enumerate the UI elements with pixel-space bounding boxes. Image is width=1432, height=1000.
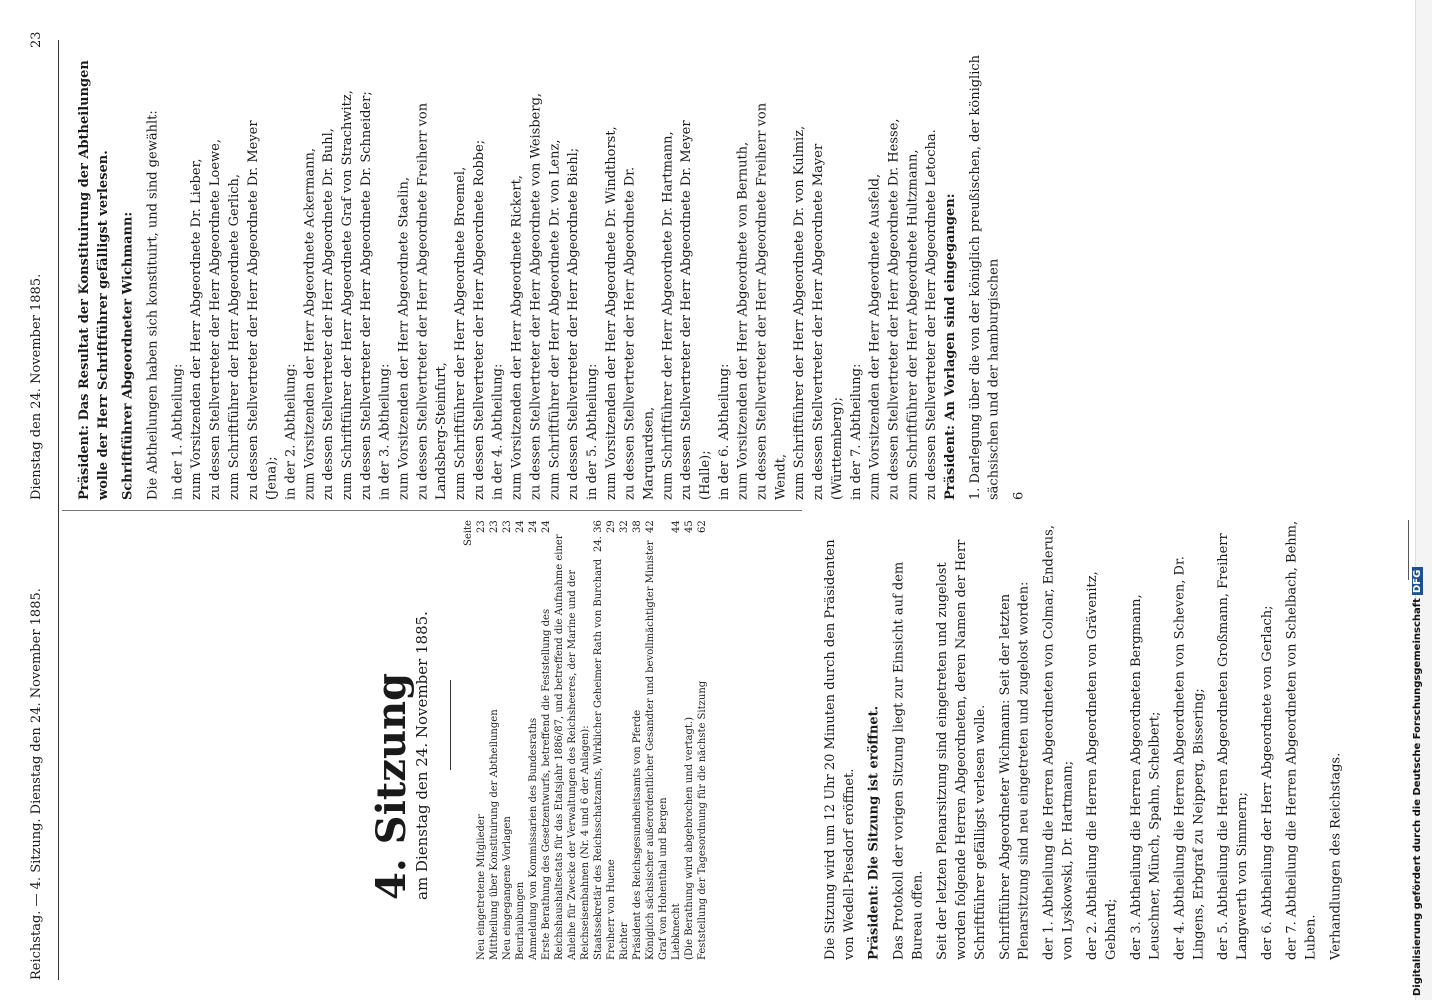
toc-entry [488, 520, 501, 960]
title-rule [450, 680, 451, 770]
toc-entry [514, 520, 527, 960]
body-paragraph: der 1. Abtheilung die Herren Abgeordneten von Colmar, Enderus, von Lyskowski, Dr. Hartmann; [1041, 525, 1076, 960]
body-paragraph: der 2. Abtheilung die Herren Abgeordneten von Grävenitz, Gebhard; [1085, 571, 1119, 960]
body-paragraph: Die Sitzung wird um 12 Uhr 20 Minuten durch den Präsidenten von Wedell-Piesdorf eröffnet. [823, 539, 857, 960]
toc-entry-page: 62 [697, 520, 708, 533]
toc-entry-text: Staatssekretär des Reichsschatzamts, Wirklicher Geheimer Rath von Burchard [593, 558, 604, 960]
division-member: zum Schriftführer der Herr Abgeordnete Dr. von Kulmiz, [792, 125, 808, 500]
division-member: zum Vorsitzenden der Herr Abgeordnete Rickert, [509, 175, 525, 500]
toc-entry-text: Erste Berathung des Gesetzentwurfs, betreffend die Feststellung des Reichshaushaltsetats für das Etatsjahr 1886/87, und betreffend die Aufnahme einer Anleihe für Zwecke der Verwaltungen des Reichsheeres, der Marine und der Reichseisenbahnen (Nr. 4 und 6 der Anlagen): [541, 534, 591, 960]
division-member: zu dessen Stellvertreter der Herr Abgeordnete Dr. Meyer (Jena); [245, 120, 280, 500]
toc-entry [527, 520, 540, 960]
division-heading: in der 7. Abtheilung: [848, 363, 864, 500]
division-member: zu dessen Stellvertreter der Herr Abgeordnete von Weisberg, [528, 92, 544, 500]
toc-entry [631, 520, 644, 960]
session-subtitle: am Dienstag den 24. November 1885. [413, 611, 431, 900]
body-paragraph: 6 [1011, 491, 1027, 500]
toc-entry-text: Feststellung der Tagesordnung für die nächste Sitzung [697, 680, 708, 960]
toc-entry-page: 24 [515, 520, 526, 533]
toc-entry-page: 24 [541, 520, 552, 533]
body-paragraph: Präsident: Die Sitzung ist eröffnet. [866, 705, 882, 960]
body-paragraph: Präsident: Das Resultat der Konstituirung der Abtheilungen wolle der Herr Schriftführer gefälligst verlesen. [77, 60, 111, 500]
division-heading: in der 6. Abtheilung: [716, 363, 732, 500]
dfg-credit-text: Digitalisierung gefördert durch die Deutsche Forschungsgemeinschaft [1412, 598, 1423, 996]
division-member: zu dessen Stellvertreter der Herr Abgeordnete Dr. Buhl, [321, 128, 337, 500]
column-left-body [822, 520, 1352, 960]
toc-entry-page: 42 [645, 520, 656, 533]
toc-entry [475, 520, 488, 960]
division-member: zum Vorsitzenden der Herr Abgeordnete Ausfeld, [867, 173, 883, 500]
session-title: 4. Sitzung [368, 672, 415, 900]
running-header-text: Reichstag. — 4. Sitzung. Dienstag den 24. November 1885. [29, 588, 44, 980]
toc-entry [683, 520, 696, 960]
division-heading: in der 2. Abtheilung: [283, 363, 299, 500]
toc-entry [670, 520, 683, 960]
division-member: zum Schriftführer der Herr Abgeordnete Broemel, [453, 166, 469, 500]
division-member: zum Vorsitzenden der Herr Abgeordnete Staelin, [396, 177, 412, 500]
division-member: zum Schriftführer der Herr Abgeordnete Dr. Hartmann, [660, 131, 676, 500]
division-member: zu dessen Stellvertreter der Herr Abgeordnete Letocha. [924, 129, 940, 500]
body-paragraph: der 7. Abtheilung die Herren Abgeordneten von Schelbach, Behm, Luben. [1284, 520, 1319, 960]
body-paragraph: Schriftführer Abgeordneter Wichmann: Seit der letzten Plenarsitzung sind neu eingetreten und zugelost worden: [997, 581, 1032, 960]
division-member: zum Schriftführer der Herr Abgeordnete Gerlich, [226, 173, 242, 500]
header-rule [58, 40, 59, 980]
body-paragraph: der 3. Abtheilung die Herren Abgeordneten Bergmann, Leuschner, Münch, Spahn, Schelbert; [1128, 594, 1163, 960]
toc-header: Seite [463, 520, 474, 546]
division-member: zu dessen Stellvertreter der Herr Abgeordnete Dr. Meyer (Halle); [679, 120, 713, 500]
toc-entry-text: (Die Berathung wird abgebrochen und vertagt.) [684, 716, 695, 960]
body-paragraph: Schriftführer Abgeordneter Wichmann: [120, 211, 136, 500]
toc-entry-text: Neu eingegangene Vorlagen [502, 816, 513, 960]
division-member: zum Vorsitzenden der Herr Abgeordnete von Bernuth, [735, 141, 751, 500]
toc-entry-page: 32 [619, 520, 630, 533]
running-header-date: Dienstag den 24. November 1885. [29, 273, 44, 500]
toc-entry [618, 520, 631, 960]
toc-entry-page: 23 [476, 520, 487, 533]
division-heading: in der 5. Abtheilung: [584, 363, 600, 500]
toc-entry-text: Beurlaubungen [515, 881, 526, 960]
toc-entry-page: 45 [684, 520, 695, 533]
column-right-body [76, 20, 1035, 500]
dfg-logo: DFG [1412, 569, 1423, 593]
division-member: zu dessen Stellvertreter der Herr Abgeordnete Robbe; [471, 139, 487, 500]
table-of-contents [462, 520, 709, 960]
division-member: zum Vorsitzenden der Herr Abgeordnete Dr. Windthorst, [603, 126, 619, 500]
toc-entry-page: 23 [502, 520, 513, 533]
running-header-left [28, 520, 47, 980]
toc-entry-page: 23 [489, 520, 500, 533]
body-paragraph: Die Abtheilungen haben sich konstituirt, und sind gewählt: [145, 110, 161, 500]
toc-entry-text: Freiherr von Huene [606, 859, 617, 960]
body-paragraph: Seit der letzten Plenarsitzung sind eingetreten und zugelost worden folgende Herren Abgeordneten, deren Namen der Herr Schriftführer gefälligst verlesen wolle. [935, 539, 988, 960]
toc-entry [592, 520, 605, 960]
dfg-credit [1412, 6, 1423, 996]
division-member: zu dessen Stellvertreter der Herr Abgeordnete Freiherr von Landsberg-Steinfurt, [415, 102, 450, 500]
division-member: zum Vorsitzenden der Herr Abgeordnete Dr. Lieber, [189, 158, 205, 500]
toc-entry [605, 520, 618, 960]
toc-entry-text: Neu eingetretene Mitglieder [476, 814, 487, 960]
toc-entry-page: 24. 36 [593, 520, 604, 552]
toc-entry-text: Liebknecht [671, 903, 682, 960]
toc-entry [696, 520, 709, 960]
division-member: zu dessen Stellvertreter der Herr Abgeordnete Mayer (Württemberg); [811, 143, 845, 500]
fold-mark [1408, 520, 1409, 580]
division-member: zu dessen Stellvertreter der Herr Abgeordnete Loewe, [208, 139, 224, 500]
division-member: zu dessen Stellvertreter der Herr Abgeordnete Dr. Hesse, [886, 118, 902, 500]
division-heading: in der 3. Abtheilung: [377, 363, 393, 500]
toc-entry-page: 24 [528, 520, 539, 533]
session-heading [368, 611, 434, 900]
toc-entry-page: 44 [671, 520, 682, 533]
toc-entry [644, 520, 670, 960]
division-member: zu dessen Stellvertreter der Herr Abgeordnete Biehl; [566, 147, 582, 500]
body-paragraph: Das Protokoll der vorigen Sitzung liegt zur Einsicht auf dem Bureau offen. [891, 561, 926, 960]
division-member: zu dessen Stellvertreter der Herr Abgeordnete Freiherr von Wendt, [754, 102, 789, 500]
body-paragraph: der 5. Abtheilung die Herren Abgeordneten Großmann, Freiherr Langwerth von Simmern; [1216, 533, 1251, 960]
body-paragraph: Verhandlungen des Reichstags. [1328, 752, 1344, 960]
division-member: zum Schriftführer der Herr Abgeordnete Hultzmann, [905, 149, 921, 500]
column-divider [62, 510, 802, 511]
toc-entry-text: Anmeldung von Kommissarien des Bundesraths [528, 717, 539, 960]
division-member: zu dessen Stellvertreter der Herr Abgeordnete Dr. Marquardsen, [622, 166, 657, 500]
toc-entry-text: Richter [619, 922, 630, 960]
running-header-right [28, 60, 47, 500]
page-number: 23 [29, 31, 44, 48]
division-member: zu dessen Stellvertreter der Herr Abgeordnete Dr. Schneider; [358, 91, 374, 500]
toc-entry-page: 38 [632, 520, 643, 533]
body-paragraph: der 6. Abtheilung der Herr Abgeordnete von Gerlach; [1259, 605, 1275, 960]
division-heading: in der 4. Abtheilung: [490, 363, 506, 500]
toc-entry-text: Königlich sächsischer außerordentlicher Gesandter und bevollmächtigter Minister Graf von Hohenthal und Bergen [645, 540, 669, 960]
toc-entry [501, 520, 514, 960]
toc-entry [540, 520, 592, 960]
toc-entry-text: Präsident des Reichsgesundheitsamts von Pferde [632, 709, 643, 960]
division-member: zum Schriftführer der Herr Abgeordnete Graf von Strachwitz, [339, 90, 355, 500]
division-member: zum Schriftführer der Herr Abgeordnete Dr. von Lenz, [547, 139, 563, 500]
division-heading: in der 1. Abtheilung: [170, 363, 186, 500]
body-paragraph: der 4. Abtheilung die Herren Abgeordneten von Scheven, Dr. Lingens, Erbgraf zu Neipperg, Bissering; [1172, 556, 1207, 960]
toc-entry-page: 29 [606, 520, 617, 533]
toc-entry-text: Mittheilung über Konstituirung der Abtheilungen [489, 709, 500, 960]
division-member: zum Vorsitzenden der Herr Abgeordnete Ackermann, [302, 148, 318, 500]
body-paragraph: Präsident: An Vorlagen sind eingegangen: [942, 193, 958, 500]
body-paragraph: 1. Darlegung über die von der königlich preußischen, der königlich sächsischen und der hamburgischen [967, 54, 1002, 500]
